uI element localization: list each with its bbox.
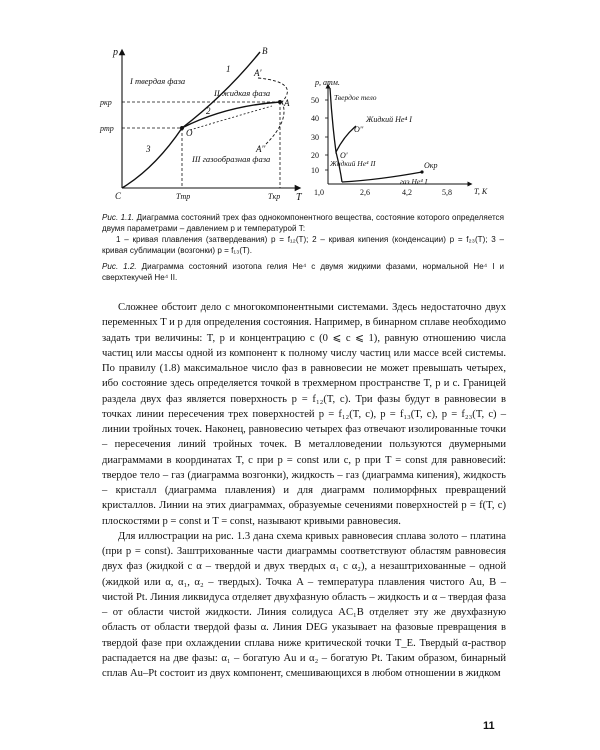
fig1-ttr-label: Tтр <box>176 192 191 201</box>
fig1-region-gas: III газообразная фаза <box>192 154 271 164</box>
figure-1-2-helium-diagram <box>308 78 508 202</box>
caption-2-label: Рис. 1.2. <box>102 262 137 271</box>
fig1-curve-boiling <box>182 102 280 128</box>
paragraph-1: Сложнее обстоит дело с многокомпонентными системами. Здесь недостаточно двух переменных T и p для определения состояния. Например, в бинарном сплаве необходимо задать три величины: T, p и концентрацию c (0 ⩽ c ⩽ 1), равную отношению числа частиц или массы одной из компонент к полному числу частиц или массе всей системы. По правилу (1.8) максимальное число фаз в равновесии не может превышать четырех, ибо состояние здесь определяется точкой в трехмерном пространстве T, p и c. Границей раздела двух фаз является поверхность p = f₁₂(T, c). Три фазы будут в равновесии в точках линии пересечения трех поверхностей p = f₁₂(T, c), p = f₁₃(T, c), p = f₂₃(T, c) – линии тройных точек. Наконец, равновесию четырех фаз отвечают изолированные точки – пересечения линий тройных точек. В металловедении пользуются двумерными диаграммами в координатах T, c при p = const или c, p при T = const для равновесий: твердое тело – газ (диаграмма возгонки), жидкость – газ (диаграмма кипения), жидкость – кристалл (диаграмма плавления) и для диаграмм полиморфных превращений кристаллов. Линии на этих диаграммах, образуемые сечениями поверхностей p = f(T, c) плоскостями p = const и T = const, называют кривыми равновесия. <box>102 302 506 527</box>
figure-1-1-phase-diagram <box>100 40 310 210</box>
fig2-y-tick: 10 <box>311 166 319 175</box>
fig2-axis-y-label: p, атм. <box>315 78 340 87</box>
fig2-label-gas: газ He⁴ I <box>400 177 428 186</box>
fig2-x-tick: 2,6 <box>360 188 370 197</box>
fig2-axis-x-label: T, K <box>474 187 488 196</box>
fig2-y-tick: 40 <box>311 114 319 123</box>
fig2-y-tick: 20 <box>311 151 319 160</box>
fig1-curve-sublimation <box>122 128 182 188</box>
figure-1-1-svg <box>100 40 310 210</box>
fig2-x-tick: 1,0 <box>314 188 324 197</box>
caption-2-text: Диаграмма состояний изотопа гелия He⁴ с двумя жидкими фазами, нормальной He⁴ I и сверхтекучей He⁴ II. <box>102 262 504 282</box>
caption-1-label: Рис. 1.1. <box>102 213 135 222</box>
fig1-region-liquid: II жидкая фаза <box>214 88 271 98</box>
fig1-point-a-label: A <box>284 98 290 108</box>
fig1-point-a2prime-label: A'' <box>256 144 266 154</box>
fig2-label-he-ii: Жидкий He⁴ II <box>330 159 376 168</box>
fig2-x-tick: 4,2 <box>402 188 412 197</box>
fig2-y-tick: 50 <box>311 96 319 105</box>
fig1-curve-3-label: 3 <box>146 144 151 154</box>
fig1-curve-2-label: 2 <box>206 106 211 116</box>
fig2-y-tick: 30 <box>311 133 319 142</box>
paragraph-2: Для иллюстрации на рис. 1.3 дана схема кривых равновесия сплава золото – платина (при p = const). Заштрихованные части диаграммы соответствуют областям равновесия двух фаз (жидкой с α – твердой и двух твердых α₁ с α₂), а незаштрихованные – одной (жидкой или α, α₁, α₂ – твердых). Точка A – температура плавления чистого Au, B – чистой Pt. Линия ликвидуса отделяет двухфазную область – жидкость и α – твердая фаза – от области чистой жидкости. Линия солидуса AC₁B отделяет эту же двухфазную область от области твердой фазы α. Линия DEG указывает на фазовые превращения в твердой фазе при охлаждении сплава ниже критической точки T_E. Твердый α-раствор распадается на две фазы: α₁ – богатую Au и α₂ – богатую Pt. Таким образом, бинарный сплав Au–Pt состоит из двух компонент, смешивающихся в любом отношении в жидком <box>102 530 506 679</box>
fig2-point-okr <box>420 170 423 173</box>
page-number: 11 <box>483 720 495 732</box>
fig1-point-aprime-label: A' <box>254 68 262 78</box>
figure-1-1-caption <box>102 212 504 256</box>
caption-1-text: Диаграмма состояний трех фаз однокомпонентного вещества, состояние которого определяется двумя параметрами – давлением p и температурой T: <box>102 213 504 233</box>
fig1-dashed-path-a2prime <box>266 102 284 144</box>
fig1-axis-y-label: p <box>113 47 118 58</box>
fig1-point-o <box>180 126 184 130</box>
fig2-point-okr-label: Oкр <box>424 161 438 170</box>
fig2-label-solid: Твердое тело <box>334 93 377 102</box>
fig1-axis-x-label: T <box>296 192 302 203</box>
fig1-ptr-label: pтр <box>100 124 114 133</box>
fig1-point-b-label: B <box>262 46 268 56</box>
fig1-origin-label: C <box>115 191 122 201</box>
caption-1-legend: 1 – кривая плавления (затвердевания) p = f₁₂(T); 2 – кривая кипения (конденсации) p = f₂₃(T); 3 – кривая сублимации (возгонки) p = f₁₃(T). <box>102 235 504 255</box>
fig1-region-solid: I твердая фаза <box>130 76 186 86</box>
figure-1-2-caption <box>102 261 504 283</box>
body-text <box>102 300 506 681</box>
fig1-point-o-label: O <box>186 128 193 138</box>
fig1-point-a <box>278 100 282 104</box>
fig1-tkr-label: Tкр <box>268 192 281 201</box>
figure-1-2-svg <box>308 78 508 202</box>
fig2-point-o2-label: O'' <box>354 125 364 134</box>
fig2-label-liquid: Жидкий He⁴ I <box>366 115 412 124</box>
fig2-point-o1-label: O' <box>340 151 348 160</box>
fig1-pkr-label: pкр <box>100 98 112 107</box>
fig1-curve-1-label: 1 <box>226 64 231 74</box>
fig2-x-tick: 5,8 <box>442 188 452 197</box>
